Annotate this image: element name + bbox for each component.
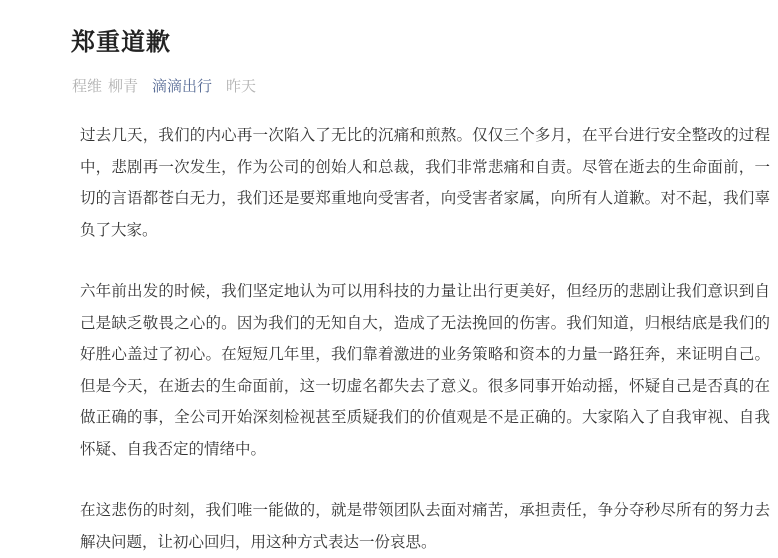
paragraph: 过去几天，我们的内心再一次陷入了无比的沉痛和煎熬。仅仅三个多月，在平台进行安全整改的过程中，悲剧再一次发生，作为公司的创始人和总裁，我们非常悲痛和自责。尽管在逝去的生命面前，一切的言语都苍白无力，我们还是要郑重地向受害者，向受害者家属，向所有人道歉。对不起，我们辜负了大家。 <box>80 126 770 239</box>
article-body <box>80 120 770 558</box>
paragraph: 在这悲伤的时刻，我们唯一能做的，就是带领团队去面对痛苦，承担责任，争分夺秒尽所有的努力去解决问题，让初心回归，用这种方式表达一份哀思。 <box>80 501 770 551</box>
author-name: 程维 <box>72 77 103 95</box>
article-meta <box>72 76 256 96</box>
article-title: 郑重道歉 <box>71 28 171 56</box>
publish-time: 昨天 <box>226 77 257 95</box>
account-link[interactable]: 滴滴出行 <box>152 77 213 95</box>
author-name: 柳青 <box>108 77 139 95</box>
paragraph: 六年前出发的时候，我们坚定地认为可以用科技的力量让出行更美好，但经历的悲剧让我们意识到自己是缺乏敬畏之心的。因为我们的无知自大，造成了无法挽回的伤害。我们知道，归根结底是我们的好胜心盖过了初心。在短短几年里，我们靠着激进的业务策略和资本的力量一路狂奔，来证明自己。但是今天，在逝去的生命面前，这一切虚名都失去了意义。很多同事开始动摇，怀疑自己是否真的在做正确的事，全公司开始深刻检视甚至质疑我们的价值观是不是正确的。大家陷入了自我审视、自我怀疑、自我否定的情绪中。 <box>80 282 770 458</box>
